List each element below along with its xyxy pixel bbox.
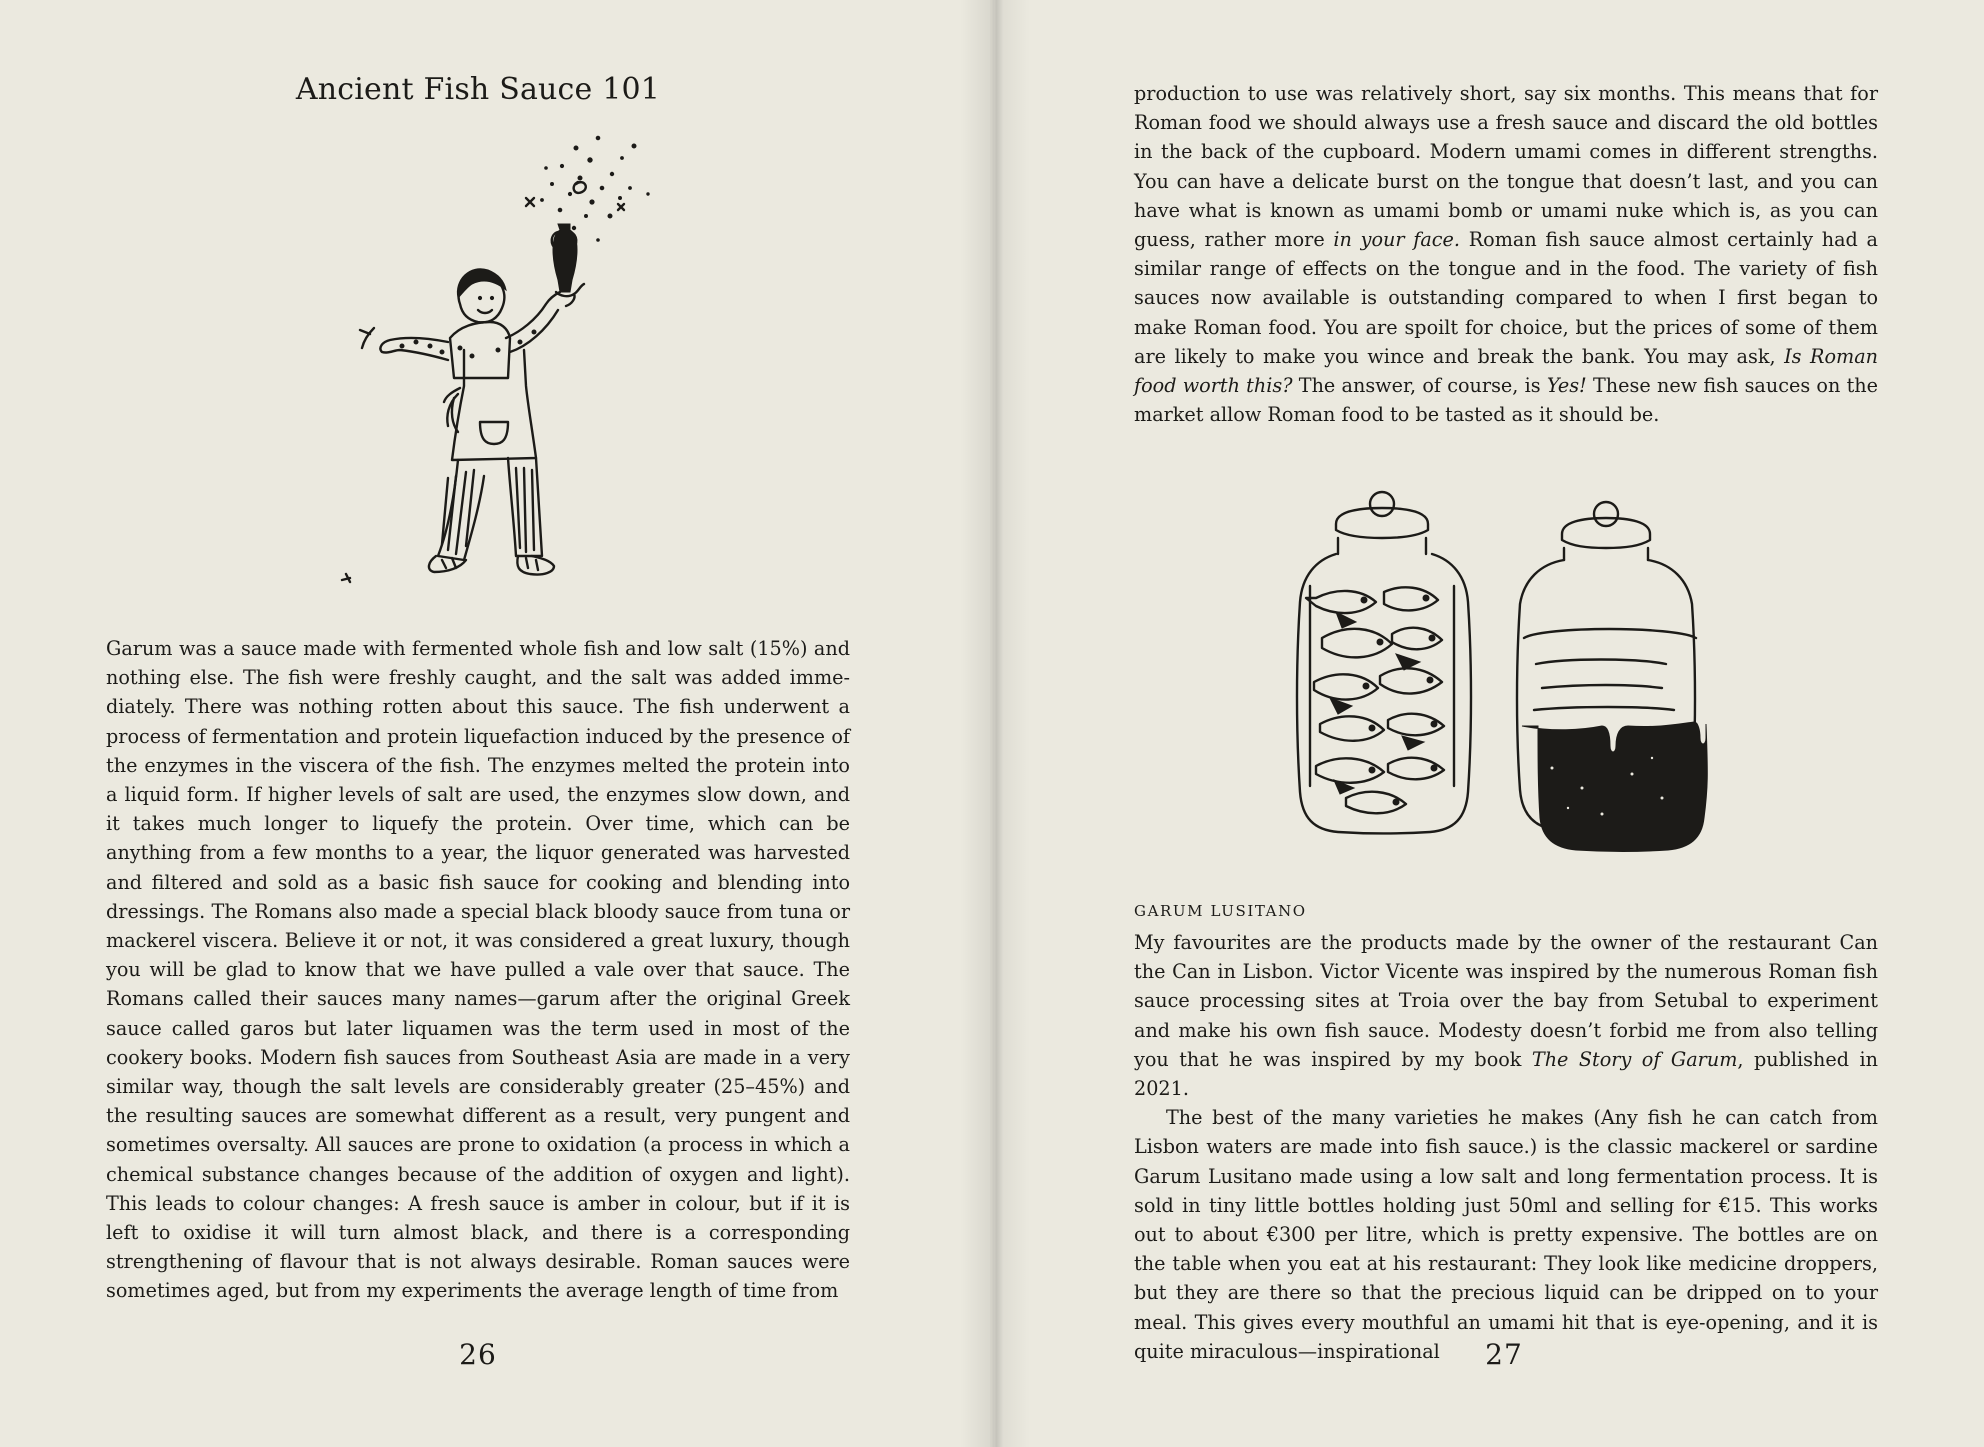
fish-shapes [1306, 587, 1444, 813]
italic-phrase: Is Roman food worth this? [1134, 344, 1879, 398]
text-run: production to use was relatively short, say six months. This means that for Roman food we should always use a fresh sauce and discard the old bottles in the back of the cupboard. Modern umami comes in different strengths. You can have a delicate burst on the tongue that doesn’t last, and you can have what is known as umami bomb or umami nuke which is, as you can guess, rather more [1134, 82, 1878, 252]
left-page [0, 0, 990, 1447]
woman-with-amphora-illustration [330, 128, 660, 614]
page-title: Ancient Fish Sauce 101 [295, 72, 661, 107]
book-title: The Story of Garum [1531, 1047, 1738, 1071]
page-number-left: 26 [459, 1338, 497, 1371]
paragraph-1 [1134, 928, 1878, 1103]
left-paragraph: Garum was a sauce made with fermented whole fish and low salt (15%) and nothing else. The fish were freshly caught, and the salt was added immediately. There was nothing rotten about this sauce. The fish underwent a process of fermentation and protein liquefaction induced by the presence of the enzymes in the viscera of the fish. The enzymes melted the protein into a liquid form. If higher levels of salt are used, the enzymes slow down, and it takes much longer to liquefy the protein. Over time, which can be anything from a few months to a year, the liquor generated was harvested and filtered and sold as a basic fish sauce for cooking and blending into dressings. The Romans also made a special black bloody sauce from tuna or mackerel viscera. Believe it or not, it was considered a great luxury, though you will be glad to know that we have pulled a vale over that sauce. The Romans called their sauces many names—garum after the original Greek sauce called garos but later liquamen was the term used in most of the cookery books. Modern fish sauces from Southeast Asia are made in a very similar way, though the salt levels are considerably greater (25–45%) and the resulting sauces are somewhat different as a result, very pungent and sometimes oversalty. All sauces are prone to oxidation (a process in which a chemical substance changes because of the addition of oxygen and light). This leads to colour changes: A fresh sauce is amber in colour, but if it is left to oxidise it will turn almost black, and there is a corresponding strengthening of flavour that is not always desirable. Roman sauces were sometimes aged, but from my experiments the average length of time from [106, 637, 850, 1303]
paragraph-2: The best of the many varieties he makes (Any fish he can catch from Lisbon waters are made into fish sauce.) is the classic mackerel or sardine Garum Lusitano made using a low salt and long fermentation process. It is sold in tiny little bottles holding just 50ml and selling for €15. This works out to about €300 per litre, which is pretty expensive. The bottles are on the table when you eat at his restaurant: They look like medicine droppers, but they are there so that the precious liquid can be dripped on to your meal. This gives every mouthful an umami hit that is eye-opening, and it is quite miraculous—inspirational [1134, 1106, 1878, 1363]
right-top-paragraph [1134, 79, 1878, 429]
left-body-text [106, 634, 850, 1306]
text-run: The answer, of course, is [1292, 374, 1547, 398]
text-run: My favourites are the products made by the owner of the restaurant Can the Can in Lisbon. Victor Vicente was inspired by the numerous Roman fish sauce processing sites at Troia over the bay from Setubal to experiment and make his own fish sauce. Modesty doesn’t forbid me from also telling you that he was inspired by my book [1134, 931, 1878, 1071]
jar-with-sauce-icon [1517, 502, 1707, 852]
fish-jars-illustration [1276, 488, 1736, 858]
italic-phrase: in your face. [1333, 228, 1460, 252]
page-number-right: 27 [1485, 1338, 1523, 1371]
jar-with-fish-icon [1297, 492, 1471, 834]
section-heading: GARUM LUSITANO [1134, 902, 1307, 920]
right-top-text [1134, 79, 1878, 429]
right-bottom-text [1134, 928, 1878, 1366]
text-run: These new fish sauces on the market allow Roman food to be tasted as it should be. [1134, 374, 1878, 427]
text-run: Roman fish sauce almost certainly had a similar range of effects on the tongue and in the food. The variety of fish sauces now available is outstanding compared to when I first began to make Roman food. You are spoilt for choice, but the prices of some of them are likely to make you wince and break the bank. You may ask, [1134, 228, 1878, 368]
italic-phrase: Yes! [1546, 374, 1587, 398]
text-run: , published in 2021. [1134, 1047, 1878, 1101]
